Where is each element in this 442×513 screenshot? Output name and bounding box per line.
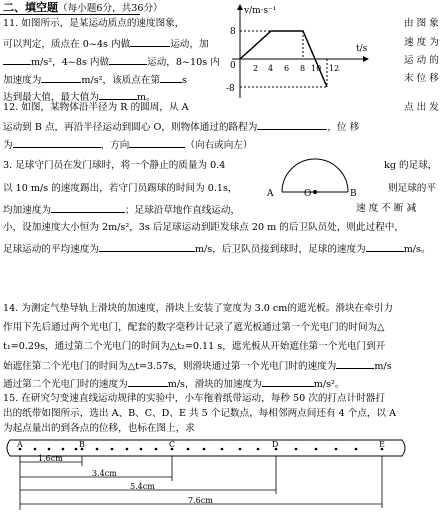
q3-line4: 小，设加速度大小恒为 2m/s²，3s 后足球运动到距发球点 20 m 的后卫队员处，则此过程中， <box>3 222 404 233</box>
q11-blank-motion2[interactable] <box>109 55 147 65</box>
graph-ytick-neg8: -8 <box>226 84 235 94</box>
q11-blank-max[interactable] <box>99 90 137 100</box>
graph-xtick-4: 4 <box>268 64 274 73</box>
graph-ytick-8: 8 <box>230 27 236 37</box>
q11-line1-right: 由 图 象 <box>404 18 439 29</box>
q11-line1: 11. 如图所示，是某运动质点的速度图象， <box>3 18 185 29</box>
center-point <box>313 190 317 194</box>
dist-ad: 5.4cm <box>130 482 155 491</box>
q11-blank-motion1[interactable] <box>130 37 170 47</box>
tape-label-e: E <box>379 440 385 449</box>
q14-line5: 通过第二个光电门时的速度为 m/s，滑块的加速度为 m/s²。 <box>3 379 345 390</box>
label-a: A <box>267 189 274 199</box>
q15-line3: 为起点量出的到各点的位移，也标在图上，求 <box>3 423 195 434</box>
q3-line1-right: kg 的足球， <box>384 160 438 171</box>
q14-line1: 14. 为测定气垫导轨上滑块的加速度，滑块上安装了宽度为 3.0 cm的遮光板。滑块在牵引力 <box>3 303 393 314</box>
q12-blank-path[interactable] <box>257 120 327 130</box>
q11-line2: 可以判定，质点在 0~4s 内做 运动，加 <box>3 39 209 50</box>
dist-ab: 1.6cm <box>38 454 63 463</box>
q14-line2: 作用下先后通过两个光电门，配套的数字毫秒计记录了遮光板通过第一个光电门的时间为△ <box>3 322 385 333</box>
graph-xtick-8: 8 <box>300 64 306 73</box>
semicircle-diagram <box>262 148 372 208</box>
q14-blank-accel[interactable] <box>262 377 314 387</box>
q15-line2: 出的纸带如图所示，选出 A、B、C、D、E 共 5 个记数点，每相邻两点间还有 4 个点，以 A <box>3 408 397 419</box>
section-note: （每小题6分，共36分） <box>58 3 163 14</box>
q12-blank-direction[interactable] <box>129 138 185 148</box>
tape-outline <box>7 440 405 456</box>
velocity-time-graph <box>218 0 403 100</box>
q3-blank-accel[interactable] <box>51 203 125 213</box>
q14-blank-v2[interactable] <box>128 377 168 387</box>
paper-tape-diagram <box>0 436 442 513</box>
q11-line2-right: 速 度 为 <box>404 37 439 48</box>
q11-blank-accel1[interactable] <box>3 55 31 65</box>
section-title: 二、填空题（每小题6分，共36分） <box>3 1 163 14</box>
q3-line3-right: 速 度 不 断 减 <box>356 203 417 214</box>
tape-label-b: B <box>79 440 85 449</box>
q11-blank-second[interactable] <box>160 73 182 83</box>
q12-line1-right: 点 出 发 <box>404 102 439 113</box>
q3-blank-final-velocity[interactable] <box>366 242 404 252</box>
graph-xtick-10: 10 <box>311 64 322 73</box>
tape-label-d: D <box>272 440 279 449</box>
dist-ac: 3.4cm <box>92 469 117 478</box>
q14-blank-v1[interactable] <box>336 359 374 369</box>
q3-line2-right: 则足球的平 <box>388 183 436 194</box>
q12-line2: 运动到 B 点，再沿半径运动到圆心 O，则物体通过的路程为 ，位 移 <box>3 122 360 133</box>
tape-dots <box>19 448 384 451</box>
q12-line3: 为 ，方向 （向右或向左） <box>3 140 253 151</box>
q12-line1: 12. 如图，某物体沿半径为 R 的圆周，从 A <box>3 102 189 113</box>
q3-line3: 均加速度为 ；足球沿草地作直线运动， <box>3 205 241 216</box>
q3-line2: 以 10 m/s 的速度踢出，若守门员踢球的时间为 0.1s， <box>3 183 238 194</box>
q11-blank-accel2[interactable] <box>41 73 81 83</box>
dist-ae: 7.6cm <box>188 496 213 505</box>
label-b: B <box>350 189 357 199</box>
graph-origin: 0 <box>230 61 236 71</box>
graph-xlabel: t/s <box>356 44 368 54</box>
q3-line1: 3. 足球守门员在发门球时，将一个静止的质量为 0.4 <box>3 160 226 171</box>
graph-xtick-12: 12 <box>329 64 340 73</box>
q3-line5: 足球运动的平均速度为 m/s，后卫队员接到球时，足球的速度为 m/s。 <box>3 244 431 255</box>
q11-line3-right: 运 动 的 <box>404 55 439 66</box>
label-o: O <box>304 189 312 199</box>
tape-label-a: A <box>17 440 23 449</box>
q14-line3: t₁=0.29s，通过第二个光电门的时间为△t₂=0.11 s，遮光板从开始遮住第一个光电门到开 <box>3 341 386 352</box>
graph-xtick-2: 2 <box>253 64 259 73</box>
q3-blank-avg-velocity[interactable] <box>99 242 195 252</box>
q11-line4-right: 末 位 移 <box>404 73 439 84</box>
q11-line4: 加速度为 m/s²，该质点在第 s <box>3 75 187 86</box>
title-underline <box>0 14 140 15</box>
graph-xtick-6: 6 <box>284 64 290 73</box>
q14-line4: 始遮住第二个光电门的时间为△t=3.57s，则滑块通过第一个光电门时的速度为 m/s <box>3 361 392 372</box>
graph-ylabel: v/m·s⁻¹ <box>244 6 277 16</box>
q11-line3: m/s²，4~8s 内做 运动，8~10s 内 <box>3 55 220 69</box>
q12-blank-displacement[interactable] <box>13 138 101 148</box>
semicircle-arc <box>282 159 348 192</box>
q15-line1: 15. 在研究匀变速直线运动规律的实验中，小车拖着纸带运动，每秒 50 次的打点计时器打 <box>3 393 385 404</box>
q11-line5: 达到最大值，最大值为 m。 <box>3 92 156 103</box>
tape-label-c: C <box>169 440 176 449</box>
